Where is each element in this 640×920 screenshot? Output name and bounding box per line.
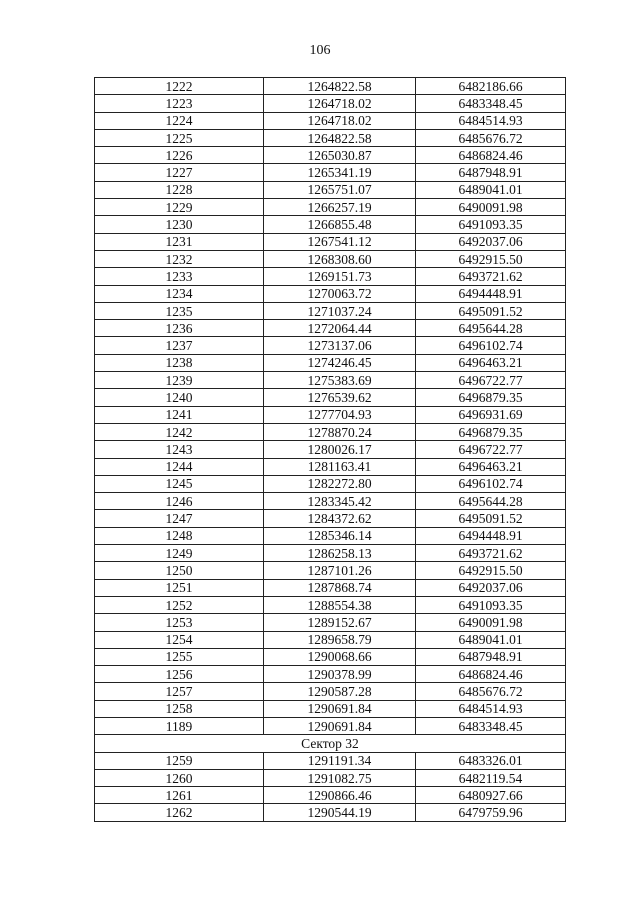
point-number-cell: 1225: [95, 129, 264, 146]
y-coordinate-cell: 6483348.45: [416, 95, 566, 112]
x-coordinate-cell: 1290691.84: [264, 700, 416, 717]
y-coordinate-cell: 6486824.46: [416, 666, 566, 683]
table-row: [95, 199, 566, 216]
table-row: [95, 268, 566, 285]
x-coordinate-cell: 1289152.67: [264, 614, 416, 631]
point-number-cell: 1235: [95, 302, 264, 319]
coordinates-table: [94, 77, 566, 822]
x-coordinate-cell: 1264822.58: [264, 129, 416, 146]
y-coordinate-cell: 6494448.91: [416, 527, 566, 544]
x-coordinate-cell: 1276539.62: [264, 389, 416, 406]
point-number-cell: 1228: [95, 181, 264, 198]
table-row: [95, 752, 566, 769]
point-number-cell: 1240: [95, 389, 264, 406]
table-row: [95, 804, 566, 821]
point-number-cell: 1233: [95, 268, 264, 285]
table-row: [95, 372, 566, 389]
table-row: [95, 527, 566, 544]
y-coordinate-cell: 6493721.62: [416, 268, 566, 285]
y-coordinate-cell: 6496102.74: [416, 337, 566, 354]
y-coordinate-cell: 6490091.98: [416, 199, 566, 216]
table-row: [95, 631, 566, 648]
point-number-cell: 1245: [95, 475, 264, 492]
point-number-cell: 1260: [95, 769, 264, 786]
page-number: 106: [309, 43, 331, 58]
y-coordinate-cell: 6480927.66: [416, 787, 566, 804]
point-number-cell: 1226: [95, 147, 264, 164]
point-number-cell: 1243: [95, 441, 264, 458]
x-coordinate-cell: 1291082.75: [264, 769, 416, 786]
y-coordinate-cell: 6484514.93: [416, 700, 566, 717]
y-coordinate-cell: 6494448.91: [416, 285, 566, 302]
table-row: [95, 129, 566, 146]
point-number-cell: 1250: [95, 562, 264, 579]
x-coordinate-cell: 1289658.79: [264, 631, 416, 648]
table-row: [95, 95, 566, 112]
table-row: [95, 475, 566, 492]
y-coordinate-cell: 6486824.46: [416, 147, 566, 164]
y-coordinate-cell: 6483348.45: [416, 717, 566, 734]
point-number-cell: 1258: [95, 700, 264, 717]
table-row: [95, 441, 566, 458]
x-coordinate-cell: 1264718.02: [264, 112, 416, 129]
table-row: [95, 458, 566, 475]
point-number-cell: 1241: [95, 406, 264, 423]
point-number-cell: 1254: [95, 631, 264, 648]
x-coordinate-cell: 1264822.58: [264, 78, 416, 95]
y-coordinate-cell: 6487948.91: [416, 164, 566, 181]
x-coordinate-cell: 1287868.74: [264, 579, 416, 596]
y-coordinate-cell: 6479759.96: [416, 804, 566, 821]
table-row: [95, 700, 566, 717]
x-coordinate-cell: 1274246.45: [264, 354, 416, 371]
y-coordinate-cell: 6487948.91: [416, 648, 566, 665]
table-row: [95, 181, 566, 198]
table-row: [95, 78, 566, 95]
table-row: [95, 666, 566, 683]
point-number-cell: 1239: [95, 372, 264, 389]
x-coordinate-cell: 1283345.42: [264, 493, 416, 510]
y-coordinate-cell: 6491093.35: [416, 216, 566, 233]
y-coordinate-cell: 6495644.28: [416, 493, 566, 510]
y-coordinate-cell: 6495091.52: [416, 302, 566, 319]
point-number-cell: 1230: [95, 216, 264, 233]
table-row: [95, 389, 566, 406]
table-row: [95, 112, 566, 129]
y-coordinate-cell: 6492037.06: [416, 233, 566, 250]
x-coordinate-cell: 1265341.19: [264, 164, 416, 181]
table-row: [95, 406, 566, 423]
point-number-cell: 1253: [95, 614, 264, 631]
y-coordinate-cell: 6489041.01: [416, 631, 566, 648]
point-number-cell: 1247: [95, 510, 264, 527]
x-coordinate-cell: 1266855.48: [264, 216, 416, 233]
point-number-cell: 1252: [95, 596, 264, 613]
point-number-cell: 1251: [95, 579, 264, 596]
x-coordinate-cell: 1280026.17: [264, 441, 416, 458]
table-row: [95, 614, 566, 631]
table-row: [95, 302, 566, 319]
point-number-cell: 1227: [95, 164, 264, 181]
x-coordinate-cell: 1264718.02: [264, 95, 416, 112]
table-row: [95, 320, 566, 337]
point-number-cell: 1222: [95, 78, 264, 95]
x-coordinate-cell: 1265030.87: [264, 147, 416, 164]
y-coordinate-cell: 6496102.74: [416, 475, 566, 492]
point-number-cell: 1249: [95, 545, 264, 562]
point-number-cell: 1189: [95, 717, 264, 734]
x-coordinate-cell: 1282272.80: [264, 475, 416, 492]
point-number-cell: 1224: [95, 112, 264, 129]
point-number-cell: 1223: [95, 95, 264, 112]
table-row: [95, 648, 566, 665]
table-row: [95, 250, 566, 267]
y-coordinate-cell: 6496722.77: [416, 372, 566, 389]
x-coordinate-cell: 1290587.28: [264, 683, 416, 700]
x-coordinate-cell: 1278870.24: [264, 423, 416, 440]
y-coordinate-cell: 6485676.72: [416, 129, 566, 146]
table-row: [95, 216, 566, 233]
section-header-cell: Сектор 32: [95, 735, 566, 752]
x-coordinate-cell: 1271037.24: [264, 302, 416, 319]
y-coordinate-cell: 6482186.66: [416, 78, 566, 95]
x-coordinate-cell: 1275383.69: [264, 372, 416, 389]
table-row: [95, 717, 566, 734]
point-number-cell: 1232: [95, 250, 264, 267]
x-coordinate-cell: 1290068.66: [264, 648, 416, 665]
x-coordinate-cell: 1284372.62: [264, 510, 416, 527]
table-row: [95, 769, 566, 786]
point-number-cell: 1257: [95, 683, 264, 700]
x-coordinate-cell: 1290691.84: [264, 717, 416, 734]
section-header-row: [95, 735, 566, 752]
table-row: [95, 354, 566, 371]
table-row: [95, 579, 566, 596]
point-number-cell: 1236: [95, 320, 264, 337]
table-row: [95, 683, 566, 700]
y-coordinate-cell: 6490091.98: [416, 614, 566, 631]
x-coordinate-cell: 1277704.93: [264, 406, 416, 423]
x-coordinate-cell: 1273137.06: [264, 337, 416, 354]
point-number-cell: 1238: [95, 354, 264, 371]
y-coordinate-cell: 6482119.54: [416, 769, 566, 786]
y-coordinate-cell: 6496879.35: [416, 423, 566, 440]
table-row: [95, 493, 566, 510]
x-coordinate-cell: 1288554.38: [264, 596, 416, 613]
point-number-cell: 1234: [95, 285, 264, 302]
point-number-cell: 1246: [95, 493, 264, 510]
y-coordinate-cell: 6491093.35: [416, 596, 566, 613]
y-coordinate-cell: 6492915.50: [416, 250, 566, 267]
coordinates-table-body: [95, 78, 566, 822]
point-number-cell: 1248: [95, 527, 264, 544]
x-coordinate-cell: 1291191.34: [264, 752, 416, 769]
y-coordinate-cell: 6485676.72: [416, 683, 566, 700]
y-coordinate-cell: 6493721.62: [416, 545, 566, 562]
point-number-cell: 1259: [95, 752, 264, 769]
y-coordinate-cell: 6496722.77: [416, 441, 566, 458]
point-number-cell: 1231: [95, 233, 264, 250]
x-coordinate-cell: 1272064.44: [264, 320, 416, 337]
table-row: [95, 337, 566, 354]
point-number-cell: 1261: [95, 787, 264, 804]
table-row: [95, 164, 566, 181]
x-coordinate-cell: 1265751.07: [264, 181, 416, 198]
table-row: [95, 147, 566, 164]
x-coordinate-cell: 1290378.99: [264, 666, 416, 683]
table-row: [95, 787, 566, 804]
y-coordinate-cell: 6496463.21: [416, 354, 566, 371]
y-coordinate-cell: 6489041.01: [416, 181, 566, 198]
x-coordinate-cell: 1281163.41: [264, 458, 416, 475]
point-number-cell: 1242: [95, 423, 264, 440]
x-coordinate-cell: 1287101.26: [264, 562, 416, 579]
x-coordinate-cell: 1269151.73: [264, 268, 416, 285]
x-coordinate-cell: 1286258.13: [264, 545, 416, 562]
x-coordinate-cell: 1285346.14: [264, 527, 416, 544]
table-row: [95, 285, 566, 302]
table-row: [95, 562, 566, 579]
table-row: [95, 423, 566, 440]
y-coordinate-cell: 6496463.21: [416, 458, 566, 475]
point-number-cell: 1256: [95, 666, 264, 683]
y-coordinate-cell: 6492915.50: [416, 562, 566, 579]
table-row: [95, 233, 566, 250]
point-number-cell: 1229: [95, 199, 264, 216]
point-number-cell: 1237: [95, 337, 264, 354]
table-row: [95, 545, 566, 562]
x-coordinate-cell: 1270063.72: [264, 285, 416, 302]
x-coordinate-cell: 1266257.19: [264, 199, 416, 216]
x-coordinate-cell: 1267541.12: [264, 233, 416, 250]
y-coordinate-cell: 6496879.35: [416, 389, 566, 406]
y-coordinate-cell: 6495091.52: [416, 510, 566, 527]
x-coordinate-cell: 1290866.46: [264, 787, 416, 804]
y-coordinate-cell: 6495644.28: [416, 320, 566, 337]
y-coordinate-cell: 6492037.06: [416, 579, 566, 596]
y-coordinate-cell: 6484514.93: [416, 112, 566, 129]
table-row: [95, 596, 566, 613]
point-number-cell: 1244: [95, 458, 264, 475]
point-number-cell: 1262: [95, 804, 264, 821]
y-coordinate-cell: 6496931.69: [416, 406, 566, 423]
y-coordinate-cell: 6483326.01: [416, 752, 566, 769]
point-number-cell: 1255: [95, 648, 264, 665]
table-row: [95, 510, 566, 527]
x-coordinate-cell: 1290544.19: [264, 804, 416, 821]
x-coordinate-cell: 1268308.60: [264, 250, 416, 267]
